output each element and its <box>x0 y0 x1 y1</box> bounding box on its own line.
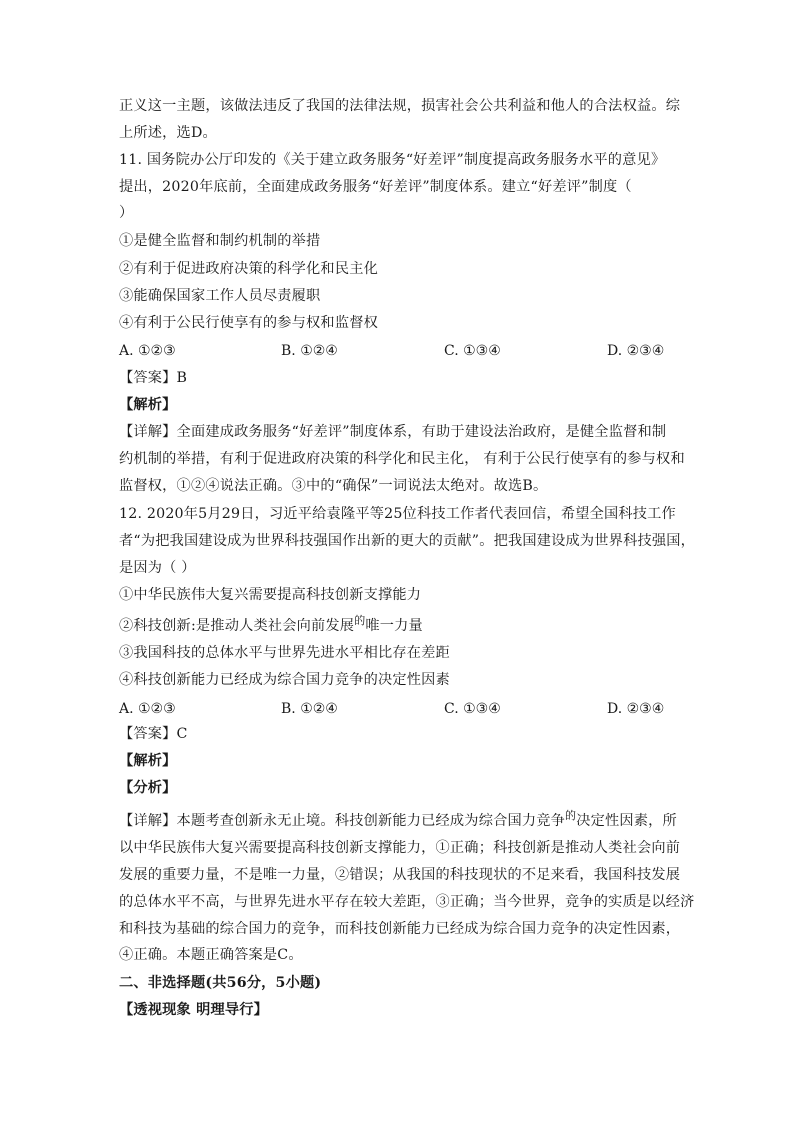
section-2-subheading: 【透视现象 明理导行】 <box>119 1002 269 1018</box>
q12-detail-1-post: 决定性因素，所 <box>576 813 677 829</box>
q12-options <box>119 699 679 719</box>
q11-option-b: B. ①②④ <box>281 343 338 359</box>
q12-detail-line-6: ④正确。本题正确答案是C。 <box>119 947 303 963</box>
q12-stem-line-2: 者“为把我国建设成为世界科技强国作出新的更大的贡献”。把我国建设成为世界科技强国， <box>119 533 696 549</box>
q12-detail-1-pre: 【详解】本题考查创新永无止境。科技创新能力已经成为综合国力竞争 <box>119 813 566 829</box>
q11-option-a: A. ①②③ <box>119 343 176 359</box>
q12-detail-line-3: 发展的重要力量，不是唯一力量，②错误；从我国的科技现状的不足来看，我国科技发展 <box>119 867 681 883</box>
q11-detail-line-3: 监督权，①②④说法正确。③中的“确保”一词说法太绝对。故选B。 <box>119 478 548 494</box>
q12-item-2-sup: 的 <box>354 614 366 627</box>
q11-answer: 【答案】B <box>119 370 188 386</box>
intro-line-2: 上所述，选D。 <box>119 125 217 141</box>
q11-option-d: D. ②③④ <box>607 343 665 359</box>
q12-item-2 <box>119 616 679 637</box>
q11-analysis-label: 【解析】 <box>119 397 177 413</box>
q11-detail-line-1: 【详解】全面建成政务服务“好差评”制度体系，有助于建设法治政府，是健全监督和制 <box>119 424 667 440</box>
q12-option-a: A. ①②③ <box>119 701 176 717</box>
q12-answer: 【答案】C <box>119 726 188 742</box>
q11-detail-line-2: 约机制的举措，有利于促进政府决策的科学化和民主化， 有利于公民行使享有的参与权和 <box>119 451 685 467</box>
q11-option-c: C. ①③④ <box>444 343 501 359</box>
q12-item-4: ④科技创新能力已经成为综合国力竞争的决定性因素 <box>119 672 450 688</box>
q11-stem-line-3: ） <box>119 205 134 221</box>
q11-stem-line-1: 11. 国务院办公厅印发的《关于建立政务服务“好差评”制度提高政务服务水平的意见》 <box>119 152 666 168</box>
q12-item-3: ③我国科技的总体水平与世界先进水平相比存在差距 <box>119 645 450 661</box>
q11-options <box>119 341 679 361</box>
q12-detail-line-1 <box>119 811 679 832</box>
q11-item-2: ②有利于促进政府决策的科学化和民主化 <box>119 261 378 277</box>
q12-analysis-label: 【解析】 <box>119 753 177 769</box>
q12-detail-line-2: 以中华民族伟大复兴需要提高科技创新支撑能力，①正确；科技创新是推动人类社会向前 <box>119 840 681 856</box>
intro-line-1: 正义这一主题，该做法违反了我国的法律法规，损害社会公共利益和他人的合法权益。综 <box>119 98 681 114</box>
q12-stem-line-1: 12. 2020年5月29日，习近平给袁隆平等25位科技工作者代表回信，希望全国科技工作 <box>119 506 676 522</box>
q12-option-c: C. ①③④ <box>444 701 501 717</box>
q12-detail-1-sup: 的 <box>565 809 577 822</box>
q12-detail-line-5: 和科技为基础的综合国力的竞争，而科技创新能力已经成为综合国力竞争的决定性因素， <box>119 921 681 937</box>
q11-stem-line-2: 提出，2020年底前，全面建成政务服务“好差评”制度体系。建立“好差评”制度（ <box>119 179 632 195</box>
q12-item-2-pre: ②科技创新:是推动人类社会向前发展 <box>119 618 355 634</box>
q12-option-d: D. ②③④ <box>607 701 665 717</box>
q12-stem-line-3: 是因为（ ） <box>119 560 196 576</box>
q12-item-1: ①中华民族伟大复兴需要提高科技创新支撑能力 <box>119 587 422 603</box>
q12-detail-line-4: 的总体水平不高，与世界先进水平存在较大差距，③正确；当今世界，竞争的实质是以经济 <box>119 894 695 910</box>
q12-fenxi-label: 【分析】 <box>119 780 177 796</box>
q11-item-1: ①是健全监督和制约机制的举措 <box>119 233 321 249</box>
q12-option-b: B. ①②④ <box>281 701 338 717</box>
q11-item-4: ④有利于公民行使享有的参与权和监督权 <box>119 315 378 331</box>
q11-item-3: ③能确保国家工作人员尽责履职 <box>119 288 321 304</box>
section-2-heading: 二、非选择题(共56分，5小题) <box>119 975 322 991</box>
q12-item-2-post: 唯一力量 <box>365 618 423 634</box>
